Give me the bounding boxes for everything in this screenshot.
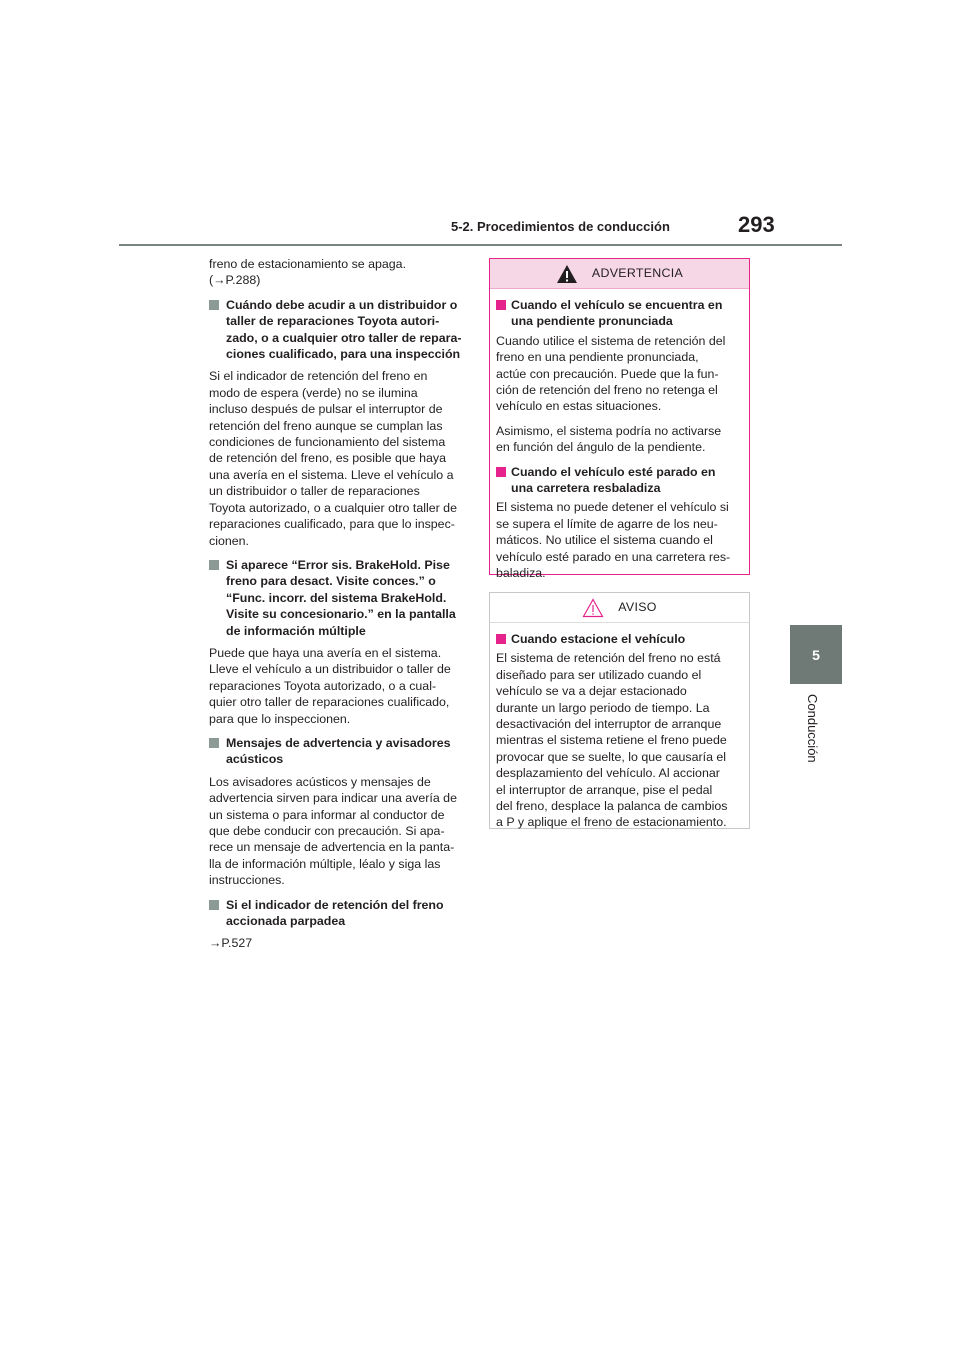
page-number: 293: [738, 212, 775, 237]
warning-heading: Cuando el vehículo esté parado en una carretera resbaladiza: [496, 464, 741, 497]
section-heading: Mensajes de advertencia y avisadores acústicos: [209, 735, 467, 768]
chapter-tab: [790, 625, 842, 684]
section-heading: Si el indicador de retención del freno accionada parpadea: [209, 897, 467, 930]
notice-heading: Cuando estacione el vehículo: [496, 631, 741, 647]
notice-box: [489, 592, 750, 829]
warning-paragraph: El sistema no puede detener el vehículo si se supera el límite de agarre de los neu- máticos. No utilice el sistema cuando el vehículo esté parado en una carretera res- baladiza.: [496, 500, 731, 581]
section-body: Los avisadores acústicos y mensajes de advertencia sirven para indicar una avería de un sistema o para informar al conductor de que debe conducir con precaución. Si apa- rece un mensaje de advertencia en la panta- lla de información múltiple, léalo y siga las instrucciones.: [209, 774, 457, 888]
section-body: Puede que haya una avería en el sistema. Lleve el vehículo a un distribuidor o taller de reparaciones Toyota autorizado, o a cual- quier otro taller de reparaciones cualificado, para que lo inspeccionen.: [209, 645, 451, 726]
section-title: 5-2. Procedimientos de conducción: [451, 219, 670, 234]
left-column: [209, 256, 467, 960]
notice-paragraph: El sistema de retención del freno no está diseñado para ser utilizado cuando el vehículo se va a dejar estacionado durante un largo periodo de tiempo. La desactivación del interruptor de arranque mientras el sistema retiene el freno puede provocar que se suelte, lo que causaría el desplazamiento del vehículo. Al accionar el interruptor de arranque, pise el pedal del freno, desplace la palanca de cambios a P y aplique el freno de estacionamiento.: [496, 651, 728, 830]
chapter-label: Conducción: [805, 694, 820, 763]
notice-box-body: [490, 623, 749, 831]
bullet-square-icon: [496, 634, 506, 644]
bullet-square-icon: [209, 738, 219, 748]
warning-box: [489, 258, 750, 581]
warning-paragraph: Asimismo, el sistema podría no activarse en función del ángulo de la pendiente.: [496, 423, 722, 455]
bullet-square-icon: [209, 560, 219, 570]
warning-paragraph: Cuando utilice el sistema de retención del freno en una pendiente pronunciada, actúe con precaución. Puede que la fun- ción de retención del freno no retenga el vehículo en estas situaciones.: [496, 333, 726, 414]
warning-box-body: [490, 289, 749, 582]
chapter-number: 5: [812, 646, 820, 663]
bullet-square-icon: [209, 900, 219, 910]
warning-triangle-icon: [556, 264, 578, 284]
page-reference: →P.527: [209, 936, 253, 951]
intro-text: freno de estacionamiento se apaga. (→P.288): [209, 257, 407, 288]
notice-box-header: [490, 593, 749, 623]
caution-triangle-icon: [582, 598, 604, 618]
bullet-square-icon: [496, 300, 506, 310]
bullet-square-icon: [496, 467, 506, 477]
warning-title: ADVERTENCIA: [591, 266, 684, 281]
bullet-square-icon: [209, 300, 219, 310]
notice-title: AVISO: [618, 600, 657, 615]
section-body: Si el indicador de retención del freno en modo de espera (verde) no se ilumina incluso después de pulsar el interruptor de retención del freno aunque se cumplan las condiciones de funcionamiento del sistema de retención del freno, es posible que haya una avería en el sistema. Lleve el vehículo a un distribuidor o taller de reparaciones Toyota autorizado, o a cualquier otro taller de reparaciones cualificado, para que lo inspec- cionen.: [209, 369, 457, 548]
section-heading: Cuándo debe acudir a un distribuidor o taller de reparaciones Toyota autori- zado, o a cualquier otro taller de repara- ciones cualificado, para una inspección: [209, 297, 467, 363]
header-divider: [119, 244, 842, 246]
section-heading: Si aparece “Error sis. BrakeHold. Pise freno para desact. Visite conces.” o “Func. incorr. del sistema BrakeHold. Visite su concesionario.” en la pantalla de información múltiple: [209, 557, 467, 639]
warning-heading: Cuando el vehículo se encuentra en una pendiente pronunciada: [496, 297, 741, 330]
warning-box-header: [490, 259, 749, 289]
